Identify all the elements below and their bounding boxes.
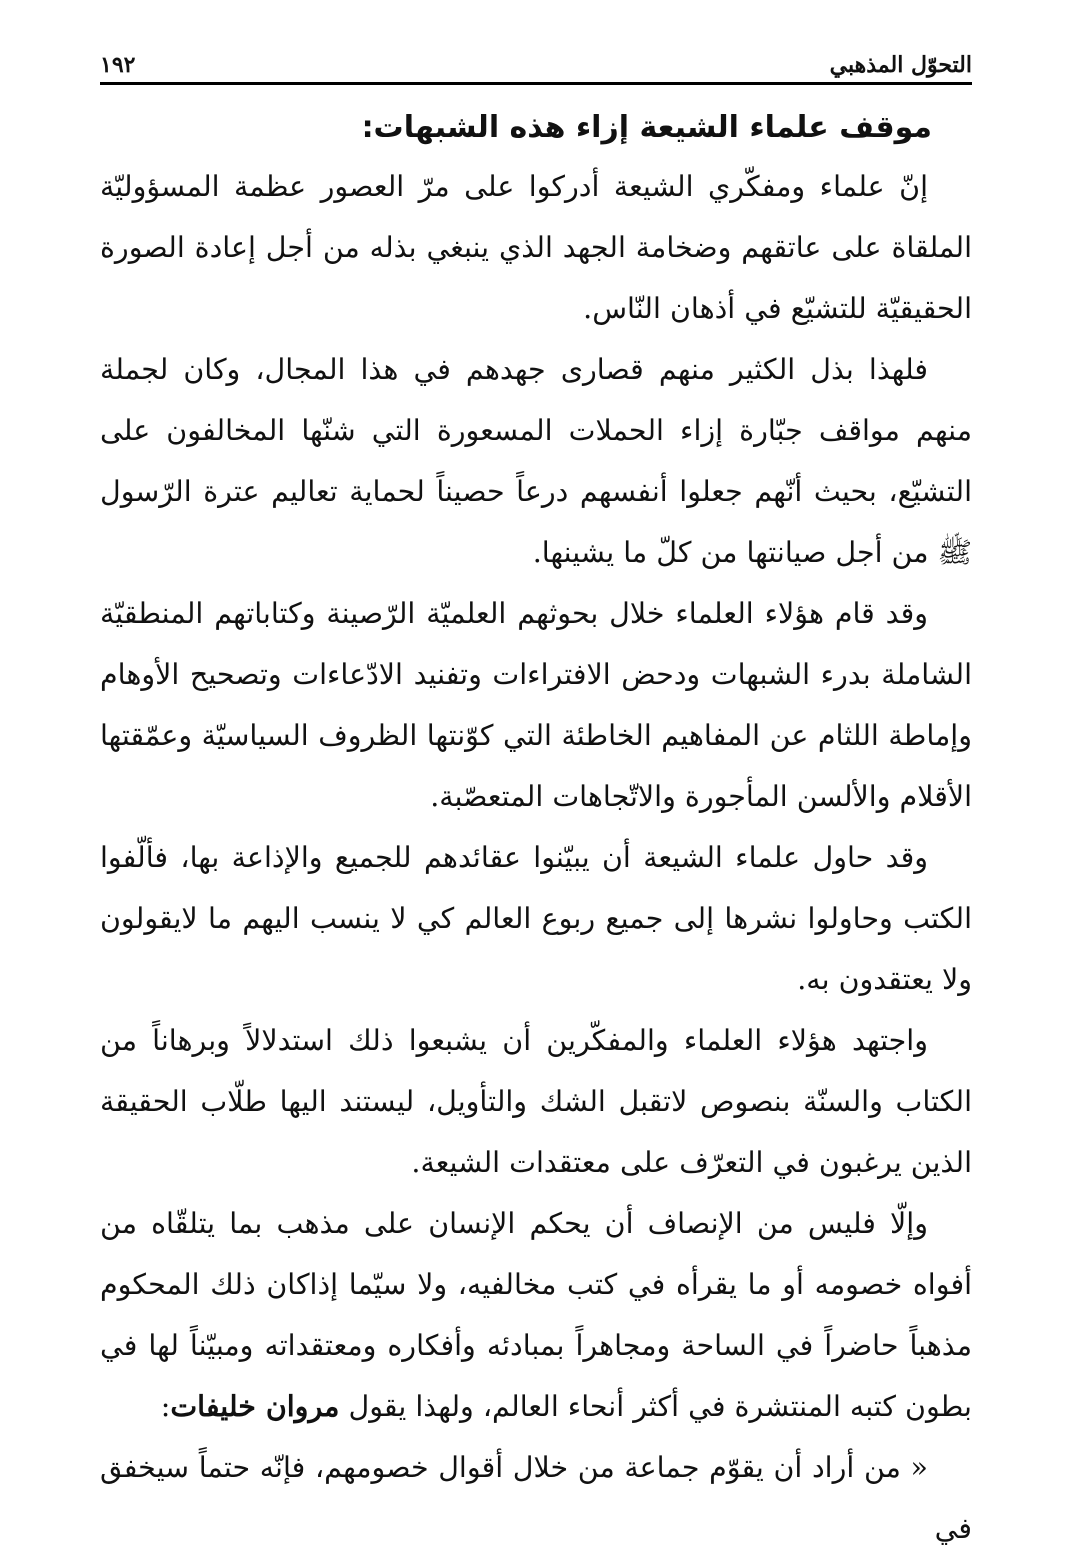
quoted-author-suffix: : [160, 1390, 171, 1423]
quote-start: « من أراد أن يقوّم جماعة من خلال أقوال خصومهم، فإنّه حتماً سيخفق في [100, 1451, 972, 1545]
quoted-author: مروان خليفات [170, 1389, 340, 1423]
paragraph-4: وقد حاول علماء الشيعة أن يبيّنوا عقائدهم للجميع والإذاعة بها، فألّفوا الكتب وحاولوا نشرها إلى جميع ربوع العالم كي لا ينسب اليهم ما لايقولون ولا يعتقدون به. [100, 841, 972, 996]
page-body [100, 100, 972, 1559]
paragraph-2: فلهذا بذل الكثير منهم قصارى جهدهم في هذا المجال، وكان لجملة منهم مواقف جبّارة إزاء الحملات المسعورة التي شنّها المخالفون على التشيّع، بحيث أنّهم جعلوا أنفسهم درعاً حصيناً لحماية تعاليم عترة الرّسول ﷺ من أجل صيانتها من كلّ ما يشينها. [100, 353, 972, 569]
header-divider [100, 82, 972, 85]
page-number: ١٩٢ [100, 52, 136, 78]
paragraph-1: إنّ علماء ومفكّري الشيعة أدركوا على مرّ العصور عظمة المسؤوليّة الملقاة على عاتقهم وضخامة الجهد الذي ينبغي بذله من أجل إعادة الصورة الحقيقيّة للتشيّع في أذهان النّاس. [100, 170, 972, 325]
paragraph-5: واجتهد هؤلاء العلماء والمفكّرين أن يشبعوا ذلك استدلالاً وبرهاناً من الكتاب والسنّة بنصوص لاتقبل الشك والتأويل، ليستند اليها طلّاب الحقيقة الذين يرغبون في التعرّف على معتقدات الشيعة. [100, 1024, 972, 1179]
running-header [100, 38, 972, 78]
paragraph-6-text: وإلّا فليس من الإنصاف أن يحكم الإنسان على مذهب بما يتلقّاه من أفواه خصومه أو ما يقرأه في كتب مخالفيه، ولا سيّما إذاكان ذلك المحكوم مذهباً حاضراً في الساحة ومجاهراً بمبادئه وأفكاره ومعتقداته ومبيّناً لها في بطون كتبه المنتشرة في أكثر أنحاء العالم، ولهذا يقول [100, 1207, 972, 1423]
section-heading: موقف علماء الشيعة إزاء هذه الشبهات: [361, 110, 932, 145]
paragraph-6 [100, 1193, 972, 1437]
book-title: التحوّل المذهبي [829, 52, 972, 78]
paragraph-3: وقد قام هؤلاء العلماء خلال بحوثهم العلميّة الرّصينة وكتاباتهم المنطقيّة الشاملة بدرء الشبهات ودحض الافتراءات وتفنيد الادّعاءات وتصحيح الأوهام وإماطة اللثام عن المفاهيم الخاطئة التي كوّنتها الظروف السياسيّة وعمّقتها الأقلام والألسن المأجورة والاتّجاهات المتعصّبة. [100, 597, 972, 813]
